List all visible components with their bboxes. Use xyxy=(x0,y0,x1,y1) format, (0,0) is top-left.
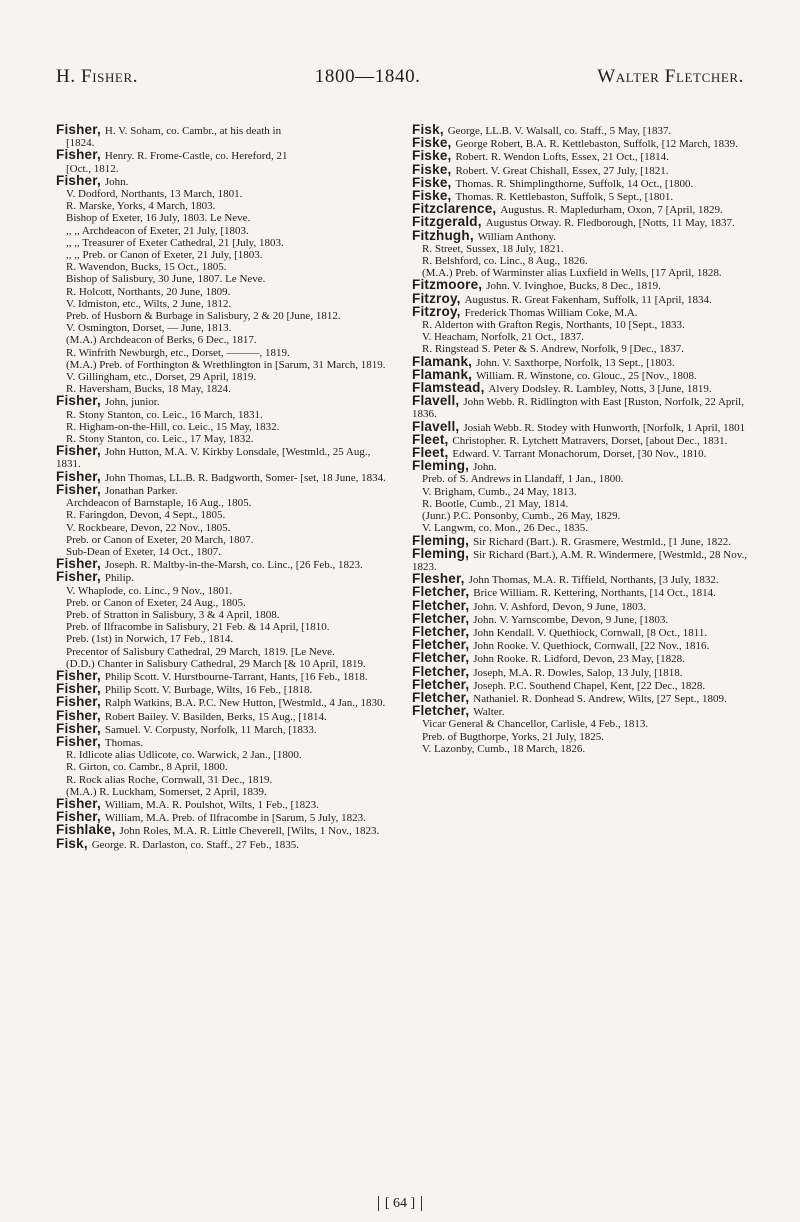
entry-text: R. Higham-on-the-Hill, co. Leic., 15 May, 1832. xyxy=(66,420,280,433)
entry-text: Josiah Webb. R. Stodey with Hunworth, [Norfolk, 1 April, 1801 xyxy=(463,421,746,434)
entry-text: (M.A.) R. Luckham, Somerset, 2 April, 1839. xyxy=(66,785,267,798)
entry-surname: Fiske, xyxy=(412,174,456,190)
entry-line xyxy=(56,249,394,261)
entry-text: William. R. Winstone, co. Glouc., 25 [Nov., 1808. xyxy=(476,369,697,382)
entry xyxy=(56,481,394,558)
entry-surname: Flamank, xyxy=(412,366,477,382)
entry-first-line xyxy=(412,395,750,420)
entry-surname: Fisher, xyxy=(56,172,105,188)
entry-surname: Fisher, xyxy=(56,720,105,736)
entry-line xyxy=(56,546,394,558)
entry-text: John Roles, M.A. R. Little Cheverell, [Wilts, 1 Nov., 1823. xyxy=(119,825,380,838)
entry-first-line xyxy=(56,395,394,408)
entry-text: R. Street, Sussex, 18 July, 1821. xyxy=(422,242,564,255)
entry-line xyxy=(56,334,394,346)
entry-text: William, M.A. R. Poulshot, Wilts, 1 Feb., [1823. xyxy=(104,798,319,811)
entry-text: John. V. Saxthorpe, Norfolk, 13 Sept., [1803. xyxy=(476,356,675,369)
entry-text: Preb. of Ilfracombe in Salisbury, 21 Feb. & 14 April, [1810. xyxy=(66,621,330,634)
entry-surname: Fletcher, xyxy=(412,703,474,719)
entry-text: Edward. V. Tarrant Monachorum, Dorset, [30 Nov., 1810. xyxy=(452,448,707,461)
entry-text: Vicar General & Chancellor, Carlisle, 4 Feb., 1813. xyxy=(422,718,649,731)
entry-surname: Flavell, xyxy=(412,418,464,434)
entry-line xyxy=(56,421,394,433)
entry-line xyxy=(56,774,394,786)
entry-first-line xyxy=(412,418,750,434)
entry-line xyxy=(412,718,750,730)
entry-surname: Fletcher, xyxy=(412,610,474,626)
entry-text: V. Heacham, Norfolk, 21 Oct., 1837. xyxy=(422,331,585,344)
entry-first-line xyxy=(56,172,394,188)
entry-surname: Fisher, xyxy=(56,667,105,683)
running-header xyxy=(56,66,744,88)
entry-surname: Fleet, xyxy=(412,445,453,461)
entry-surname: Fiske, xyxy=(412,148,456,164)
entry-line xyxy=(56,261,394,273)
entry-first-line xyxy=(56,445,394,470)
entry-first-line xyxy=(56,683,394,696)
entry-text: R. Marske, Yorks, 4 March, 1803. xyxy=(66,200,216,213)
entry-text: R. Stony Stanton, co. Leic., 17 May, 1832. xyxy=(66,433,254,446)
entry-text: John Webb. R. Ridlington with East [Ruston, Norfolk, 22 April, 1836. xyxy=(412,396,744,421)
entry-text: V. Osmington, Dorset, — June, 1813. xyxy=(66,322,232,335)
entry-text: John Hutton, M.A. V. Kirkby Lonsdale, [Westmld., 25 Aug., 1831. xyxy=(56,446,371,471)
entry-text: V. Idmiston, etc., Wilts, 2 June, 1812. xyxy=(66,297,232,310)
entry xyxy=(412,431,750,447)
entry-line xyxy=(56,200,394,212)
entry xyxy=(56,172,394,396)
entry-first-line xyxy=(412,137,750,150)
entry-line xyxy=(56,585,394,597)
entry-first-line xyxy=(56,667,394,683)
entry-text: Preb. or Canon of Exeter, 20 March, 1807. xyxy=(66,533,254,546)
entry-line xyxy=(56,633,394,645)
entry-surname: Fletcher, xyxy=(412,637,474,653)
header-right: Walter Fletcher. xyxy=(597,66,744,87)
entry-text: William Anthony. xyxy=(477,230,557,243)
entry-surname: Fisher, xyxy=(56,733,105,749)
entry-line xyxy=(56,433,394,445)
entry-surname: Fitzhugh, xyxy=(412,227,478,243)
entry-line xyxy=(56,273,394,285)
entry-text: John. xyxy=(473,461,497,474)
entry-first-line xyxy=(412,150,750,163)
entry-surname: Fisher, xyxy=(56,147,105,163)
entry-text: R. Wavendon, Bucks, 15 Oct., 1805. xyxy=(66,261,227,274)
entry-first-line xyxy=(56,124,394,137)
entry-text: (M.A.) Preb. of Forthington & Wrethlington in [Sarum, 31 March, 1819. xyxy=(66,358,386,371)
entry-text: R. Holcott, Northants, 20 June, 1809. xyxy=(66,285,231,298)
entry-first-line xyxy=(412,545,750,573)
entry-text: H. V. Soham, co. Cambr., at his death in xyxy=(104,125,282,137)
entry-line xyxy=(412,319,750,331)
entry-text: Jonathan Parker. xyxy=(104,484,178,497)
entry-text: Preb. of S. Andrews in Llandaff, 1 Jan., 1800. xyxy=(422,473,624,486)
entry xyxy=(56,696,394,709)
entry xyxy=(56,667,394,683)
entry-text: Walter. xyxy=(473,706,505,719)
entry-surname: Fisher, xyxy=(56,694,105,710)
right-column xyxy=(412,124,750,755)
entry-line xyxy=(56,298,394,310)
entry xyxy=(412,150,750,163)
entry-text: John Rooke. R. Lidford, Devon, 23 May, [1828. xyxy=(473,653,685,666)
entry-line xyxy=(56,225,394,237)
entry-first-line xyxy=(412,161,750,177)
entry-first-line xyxy=(56,720,394,736)
entry-first-line xyxy=(412,705,750,718)
entry-text: John. V. Ashford, Devon, 9 June, 1803. xyxy=(473,600,646,613)
entry-text: George. R. Darlaston, co. Staff., 27 Feb., 1835. xyxy=(91,838,300,851)
entry-first-line xyxy=(56,481,394,497)
entry-text: Preb. (1st) in Norwich, 17 Feb., 1814. xyxy=(66,633,234,646)
entry-line xyxy=(412,731,750,743)
entry-surname: Fleming, xyxy=(412,532,474,548)
entry-text: Philip Scott. V. Hurstbourne-Tarrant, Hants, [16 Feb., 1818. xyxy=(104,670,368,683)
entry-text: R. Ringstead S. Peter & S. Andrew, Norfolk, 9 [Dec., 1837. xyxy=(422,343,685,356)
entry-text: Preb. of Stratton in Salisbury, 3 & 4 April, 1808. xyxy=(66,608,280,621)
entry-text: Preb. or Canon of Exeter, 24 Aug., 1805. xyxy=(66,596,246,609)
entry-surname: Flavell, xyxy=(412,393,464,409)
entry-text: Sir Richard (Bart.). R. Grasmere, Westmld., [1 June, 1822. xyxy=(473,535,732,548)
entry-text: R. Haversham, Bucks, 18 May, 1824. xyxy=(66,383,231,396)
entry-surname: Fisk, xyxy=(56,835,92,851)
entry-surname: Fleming, xyxy=(412,458,474,474)
entry-surname: Fitzroy, xyxy=(412,290,465,306)
entry-text: (M.A.) Archdeacon of Berks, 6 Dec., 1817. xyxy=(66,334,257,347)
entry-first-line xyxy=(56,558,394,571)
entry-surname: Fleet, xyxy=(412,431,453,447)
entry-line xyxy=(56,646,394,658)
entry-text: Sub-Dean of Exeter, 14 Oct., 1807. xyxy=(66,545,222,558)
entry-text: R. Faringdon, Devon, 4 Sept., 1805. xyxy=(66,509,226,522)
entry-first-line xyxy=(412,227,750,243)
entry-first-line xyxy=(56,149,394,162)
entry-surname: Fisher, xyxy=(56,122,105,137)
entry-surname: Fiske, xyxy=(412,135,456,151)
entry-text: Precentor of Salisbury Cathedral, 29 March, 1819. [Le Neve. xyxy=(66,645,335,658)
entry xyxy=(56,558,394,571)
entry-surname: Fisher, xyxy=(56,481,105,497)
entry xyxy=(412,705,750,755)
entry-line xyxy=(56,212,394,224)
entry-line xyxy=(412,743,750,755)
entry xyxy=(56,571,394,670)
entry-text: V. Brigham, Cumb., 24 May, 1813. xyxy=(422,485,577,498)
entry-surname: Fishlake, xyxy=(56,822,120,838)
entry xyxy=(412,174,750,190)
entry-text: Joseph, M.A. R. Dowles, Salop, 13 July, [1818. xyxy=(473,666,683,679)
entry-line xyxy=(56,761,394,773)
entry-line xyxy=(56,188,394,200)
entry-text: Henry. R. Frome-Castle, co. Hereford, 21 xyxy=(104,150,288,163)
entry xyxy=(412,303,750,356)
entry-text: Nathaniel. R. Donhead S. Andrew, Wilts, [27 Sept., 1809. xyxy=(473,692,727,705)
entry-text: Frederick Thomas William Coke, M.A. xyxy=(464,306,638,319)
entry-text: Thomas. R. Shimplingthorne, Suffolk, 14 Oct., [1800. xyxy=(455,177,694,190)
entry-surname: Fiske, xyxy=(412,161,456,177)
entry-line xyxy=(56,497,394,509)
entry-first-line xyxy=(56,824,394,837)
entry-surname: Fisher, xyxy=(56,443,105,459)
entry-text: (Junr.) P.C. Ponsonby, Cumb., 26 May, 1829. xyxy=(422,510,621,523)
entry-surname: Fisher, xyxy=(56,468,105,484)
entry-text: Philip Scott. V. Burbage, Wilts, 16 Feb., [1818. xyxy=(104,684,313,697)
entry-text: V. Langwm, co. Mon., 26 Dec., 1835. xyxy=(422,522,588,535)
entry-surname: Fletcher, xyxy=(412,689,474,705)
entry-text: Archdeacon of Barnstaple, 16 Aug., 1805. xyxy=(66,497,252,510)
entry xyxy=(412,137,750,150)
entry-line xyxy=(412,486,750,498)
entry-text: Robert. V. Great Chishall, Essex, 27 July, [1821. xyxy=(455,164,669,177)
entry-text: John Thomas, M.A. R. Tiffield, Northants, [3 July, 1832. xyxy=(468,574,719,587)
entry-text: Preb. of Bugthorpe, Yorks, 21 July, 1825. xyxy=(422,730,605,743)
entry-surname: Fitzclarence, xyxy=(412,201,501,217)
entry-line xyxy=(56,237,394,249)
entry-first-line xyxy=(412,174,750,190)
entry-surname: Fisher, xyxy=(56,795,105,811)
entry-surname: Fletcher, xyxy=(412,597,474,613)
entry-line xyxy=(56,163,394,175)
entry-line xyxy=(412,243,750,255)
entry xyxy=(412,395,750,420)
entry-surname: Fisher, xyxy=(56,681,105,697)
entry-text: Bishop of Exeter, 16 July, 1803. Le Neve. xyxy=(66,212,251,225)
entry xyxy=(56,683,394,696)
entry-text: Preb. of Husborn & Burbage in Salisbury, 2 & 20 [June, 1812. xyxy=(66,310,341,323)
entry-text: R. Belshford, co. Linc., 8 Aug., 1826. xyxy=(422,255,588,268)
entry-surname: Fisher, xyxy=(56,556,105,572)
entry-text: John. xyxy=(104,175,129,188)
entry-line xyxy=(56,749,394,761)
entry-text: Alvery Dodsley. R. Lambley, Notts, 3 [June, 1819. xyxy=(488,383,712,396)
entry xyxy=(56,124,394,149)
entry-text: [1824. xyxy=(66,137,95,150)
entry-text: R. Stony Stanton, co. Leic., 16 March, 1831. xyxy=(66,408,263,421)
entry-text: John. V. Yarnscombe, Devon, 9 June, [1803. xyxy=(473,613,669,626)
entry-text: Ralph Watkins, B.A. P.C. New Hutton, [Westmld., 4 Jan., 1830. xyxy=(104,697,386,710)
entry-text: Augustus. R. Great Fakenham, Suffolk, 11 [April, 1834. xyxy=(464,293,712,306)
entry-first-line xyxy=(56,571,394,584)
header-center: 1800—1840. xyxy=(314,66,421,87)
entry-text: ,, ,, Preb. or Canon of Exeter, 21 July, [1803. xyxy=(66,249,263,262)
entry-first-line xyxy=(412,124,750,137)
entry-surname: Fitzroy, xyxy=(412,303,465,319)
entry-line xyxy=(56,347,394,359)
entry-text: George, LL.B. V. Walsall, co. Staff., 5 May, [1837. xyxy=(447,125,672,137)
entry-surname: Fisher, xyxy=(56,809,105,825)
page-footer xyxy=(0,1196,800,1212)
entry xyxy=(56,835,394,851)
entry-first-line xyxy=(412,460,750,473)
entry-text: John Kendall. V. Quethiock, Cornwall, [8 Oct., 1811. xyxy=(473,626,708,639)
entry-text: V. Lazonby, Cumb., 18 March, 1826. xyxy=(422,742,586,755)
entry-surname: Flamank, xyxy=(412,353,477,369)
entry-first-line xyxy=(56,835,394,851)
entry-text: R. Alderton with Grafton Regis, Northants, 10 [Sept., 1833. xyxy=(422,319,685,332)
entry-first-line xyxy=(56,696,394,709)
entry-line xyxy=(56,658,394,670)
entry-text: R. Bootle, Cumb., 21 May, 1814. xyxy=(422,497,569,510)
entry-text: Robert. R. Wendon Lofts, Essex, 21 Oct., [1814. xyxy=(455,151,669,164)
entry-line xyxy=(56,371,394,383)
entry-surname: Fletcher, xyxy=(412,650,474,666)
entry-text: Thomas. R. Kettlebaston, Suffolk, 5 Sept., [1801. xyxy=(455,191,674,204)
entry-text: (M.A.) Preb. of Warminster alias Luxfield in Wells, [17 April, 1828. xyxy=(422,267,722,280)
entry-first-line xyxy=(412,303,750,319)
entry-line xyxy=(412,510,750,522)
entry-text: Augustus Otway. R. Fledborough, [Notts, 11 May, 1837. xyxy=(485,217,735,230)
entry-text: Robert Bailey. V. Basilden, Berks, 15 Aug., [1814. xyxy=(104,710,327,723)
entry-text: Philip. xyxy=(104,572,134,585)
entry-text: John. V. Ivinghoe, Bucks, 8 Dec., 1819. xyxy=(486,280,661,293)
entry-text: Samuel. V. Corpusty, Norfolk, 11 March, [1833. xyxy=(104,723,317,736)
entry-text: V. Whaplode, co. Linc., 9 Nov., 1801. xyxy=(66,584,233,597)
entry-first-line xyxy=(56,795,394,811)
entry-line xyxy=(56,286,394,298)
entry-text: R. Idlicote alias Udlicote, co. Warwick, 2 Jan., [1800. xyxy=(66,749,302,762)
entry-line xyxy=(56,522,394,534)
entry xyxy=(412,227,750,280)
entry xyxy=(56,149,394,174)
entry-line xyxy=(56,383,394,395)
entry-line xyxy=(412,498,750,510)
entry-text: ,, ,, Archdeacon of Exeter, 21 July, [1803. xyxy=(66,224,249,237)
entry-first-line xyxy=(412,431,750,447)
entry-line xyxy=(56,534,394,546)
entry-line xyxy=(56,597,394,609)
entry xyxy=(56,824,394,837)
entry xyxy=(56,733,394,798)
entry-line xyxy=(56,609,394,621)
entry-line xyxy=(56,409,394,421)
page-number: [ 64 ] xyxy=(378,1196,422,1211)
entry-text: R. Rock alias Roche, Cornwall, 31 Dec., 1819. xyxy=(66,773,273,786)
entry-line xyxy=(56,359,394,371)
entry-first-line xyxy=(56,707,394,723)
entry xyxy=(56,720,394,736)
entry-text: V. Gillingham, etc., Dorset, 29 April, 1819. xyxy=(66,371,257,384)
entry-line xyxy=(56,137,394,149)
entry-line xyxy=(412,473,750,485)
entry-surname: Fitzmoore, xyxy=(412,277,487,293)
entry-surname: Fisher, xyxy=(56,569,105,585)
entry-text: John Rooke. V. Quethiock, Cornwall, [22 Nov., 1816. xyxy=(473,640,710,653)
entry-line xyxy=(56,322,394,334)
entry-surname: Fletcher, xyxy=(412,676,474,692)
entry-text: R. Girton, co. Cambr., 8 April, 1800. xyxy=(66,761,228,774)
entry-surname: Fisher, xyxy=(56,393,105,409)
entry-text: Christopher. R. Lytchett Matravers, Dorset, [about Dec., 1831. xyxy=(452,434,728,447)
entry xyxy=(56,468,394,484)
entry-surname: Fisher, xyxy=(56,707,105,723)
entry-text: V. Rockbeare, Devon, 22 Nov., 1805. xyxy=(66,521,231,534)
entry-line xyxy=(412,255,750,267)
entry xyxy=(56,445,394,470)
entry-surname: Fletcher, xyxy=(412,584,474,600)
entry-text: Sir Richard (Bart.), A.M. R. Windermere, [Westmld., 28 Nov., 1823. xyxy=(412,548,747,573)
entry-text: Thomas. xyxy=(104,736,144,749)
entry-text: Brice William. R. Kettering, Northants, [14 Oct., 1814. xyxy=(473,587,716,600)
entry-surname: Flamstead, xyxy=(412,380,489,396)
entry-text: John Thomas, LL.B. R. Badgworth, Somer- [set, 18 June, 1834. xyxy=(104,471,386,484)
entry-text: George Robert, B.A. R. Kettlebaston, Suffolk, [12 March, 1839. xyxy=(455,138,738,151)
entry-line xyxy=(56,310,394,322)
entry xyxy=(412,460,750,534)
entry-text: [Oct., 1812. xyxy=(66,162,119,175)
entry-text: V. Dodford, Northants, 13 March, 1801. xyxy=(66,188,243,201)
entry xyxy=(412,545,750,573)
entry-line xyxy=(56,509,394,521)
entry-surname: Flesher, xyxy=(412,571,469,587)
entry-text: R. Winfrith Newburgh, etc., Dorset, ———, 1819. xyxy=(66,346,290,359)
entry-surname: Fletcher, xyxy=(412,663,474,679)
entry-text: Bishop of Salisbury, 30 June, 1807. Le Neve. xyxy=(66,273,266,286)
entry-text: (D.D.) Chanter in Salisbury Cathedral, 29 March [& 10 April, 1819. xyxy=(66,657,366,670)
entry-surname: Fisk, xyxy=(412,122,448,137)
entry xyxy=(412,124,750,137)
entry-surname: Fletcher, xyxy=(412,623,474,639)
entry xyxy=(56,795,394,811)
entry xyxy=(56,707,394,723)
entry-surname: Fitzgerald, xyxy=(412,214,486,230)
entry xyxy=(412,418,750,434)
entry-text: Augustus. R. Mapledurham, Oxon, 7 [April, 1829. xyxy=(500,204,723,217)
entry-text: William, M.A. Preb. of Ilfracombe in [Sarum, 5 July, 1823. xyxy=(104,812,366,825)
entry-line xyxy=(412,331,750,343)
entry-first-line xyxy=(56,733,394,749)
entry-text: ,, ,, Treasurer of Exeter Cathedral, 21 [July, 1803. xyxy=(66,236,284,249)
entry-text: Joseph. R. Maltby-in-the-Marsh, co. Linc., [26 Feb., 1823. xyxy=(104,559,363,572)
entry-text: John, junior. xyxy=(104,396,160,409)
entry-line xyxy=(56,786,394,798)
header-left: H. Fisher. xyxy=(56,66,139,87)
entry-first-line xyxy=(56,468,394,484)
left-column xyxy=(56,124,394,851)
entry-line xyxy=(56,621,394,633)
entry-text: Joseph. P.C. Southend Chapel, Kent, [22 Dec., 1828. xyxy=(473,679,706,692)
entry xyxy=(412,161,750,177)
entry-surname: Fiske, xyxy=(412,188,456,204)
entry-surname: Fleming, xyxy=(412,545,474,561)
entry xyxy=(56,395,394,445)
